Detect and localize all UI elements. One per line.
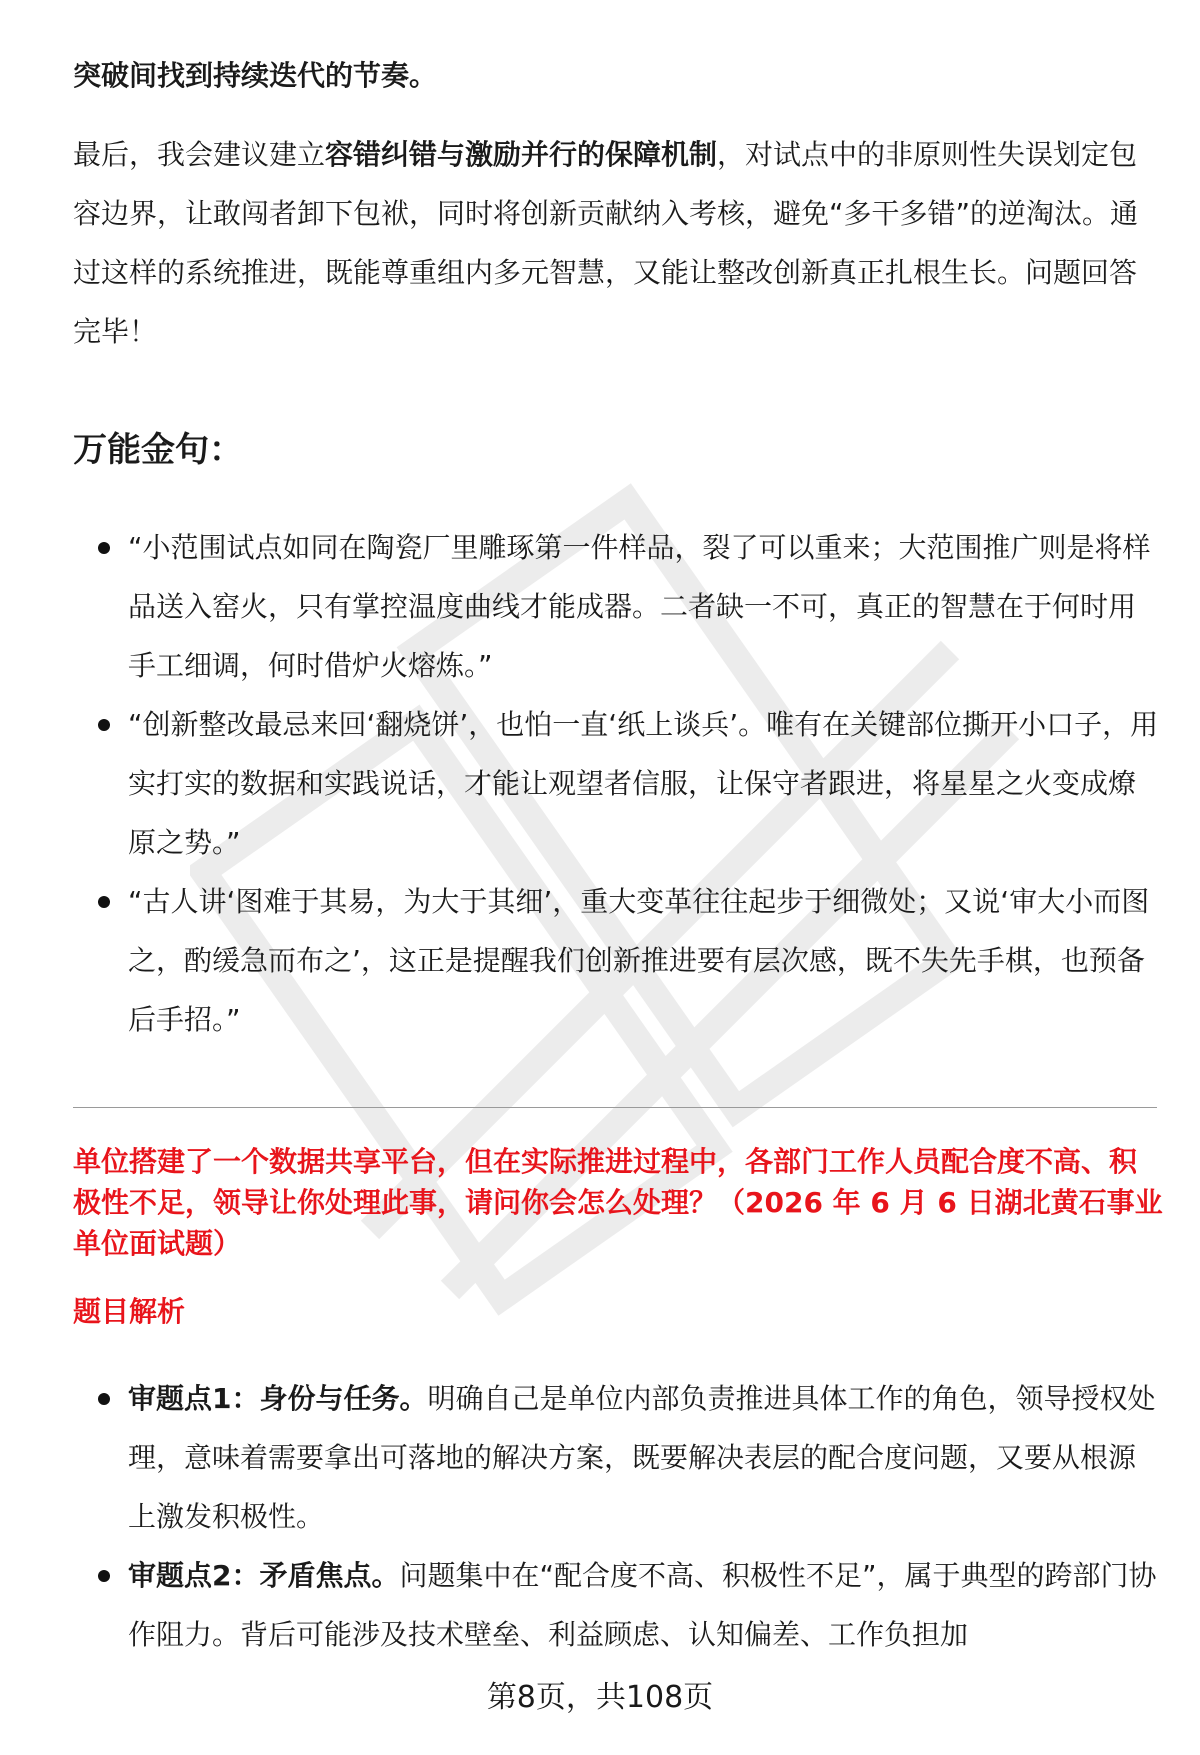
continued-line: 突破间找到持续迭代的节奏。 (73, 59, 438, 92)
closing-paragraph (73, 125, 1153, 361)
interview-question: 单位搭建了一个数据共享平台，但在实际推进过程中，各部门工作人员配合度不高、积极性不足，领导让你处理此事，请问你会怎么处理？（2026 年 6 月 6 日湖北黄石事业单位面试题） (73, 1145, 1163, 1260)
quote-text: “创新整改最忌来回‘翻烧饼’，也怕一直‘纸上谈兵’。唯有在关键部位撕开小口子，用实打实的数据和实践说话，才能让观望者信服，让保守者跟进，将星星之火变成燎原之势。” (128, 708, 1159, 859)
quotes-heading: 万能金句： (73, 430, 243, 470)
bullet-icon (98, 719, 110, 731)
page-footer: 第8页，共108页 (486, 1680, 714, 1715)
closing-prefix: 最后，我会建议建立 (73, 138, 326, 171)
quote-text: “小范围试点如同在陶瓷厂里雕琢第一件样品，裂了可以重来；大范围推广则是将样品送入窑火，只有掌控温度曲线才能成器。二者缺一不可，真正的智慧在于何时用手工细调，何时借炉火熔炼。” (128, 531, 1151, 682)
closing-suffix: ，对试点中的非原则性失误划定包容边界，让敢闯者卸下包袱，同时将创新贡献纳入考核，避免“多干多错”的逆淘汰。通过这样的系统推进，既能尊重组内多元智慧，又能让整改创新真正扎根生长。问题回答完毕！ (73, 138, 1139, 348)
quote-item (0, 872, 1200, 1049)
analysis-text: 问题集中在“配合度不高、积极性不足”，属于典型的跨部门协作阻力。背后可能涉及技术壁垒、利益顾虑、认知偏差、工作负担加 (128, 1559, 1157, 1651)
section-divider (73, 1107, 1157, 1108)
analysis-label: 审题点1：身份与任务。 (128, 1382, 428, 1415)
analysis-item (0, 1369, 1200, 1546)
closing-bold-phrase: 容错纠错与激励并行的保障机制 (325, 138, 718, 171)
analysis-label: 审题点2：矛盾焦点。 (128, 1559, 400, 1592)
analysis-text: 明确自己是单位内部负责推进具体工作的角色，领导授权处理，意味着需要拿出可落地的解决方案，既要解决表层的配合度问题，又要从根源上激发积极性。 (128, 1382, 1156, 1533)
quotes-list (0, 518, 1200, 1049)
bullet-icon (98, 896, 110, 908)
bullet-icon (98, 1570, 110, 1582)
analysis-heading: 题目解析 (73, 1295, 186, 1328)
quote-text: “古人讲‘图难于其易，为大于其细’，重大变革往往起步于细微处；又说‘审大小而图之，酌缓急而布之’，这正是提醒我们创新推进要有层次感，既不失先手棋，也预备后手招。” (128, 885, 1150, 1036)
bullet-icon (98, 542, 110, 554)
analysis-item (0, 1546, 1200, 1664)
quote-item (0, 695, 1200, 872)
analysis-list (0, 1369, 1200, 1664)
quote-item (0, 518, 1200, 695)
bullet-icon (98, 1393, 110, 1405)
